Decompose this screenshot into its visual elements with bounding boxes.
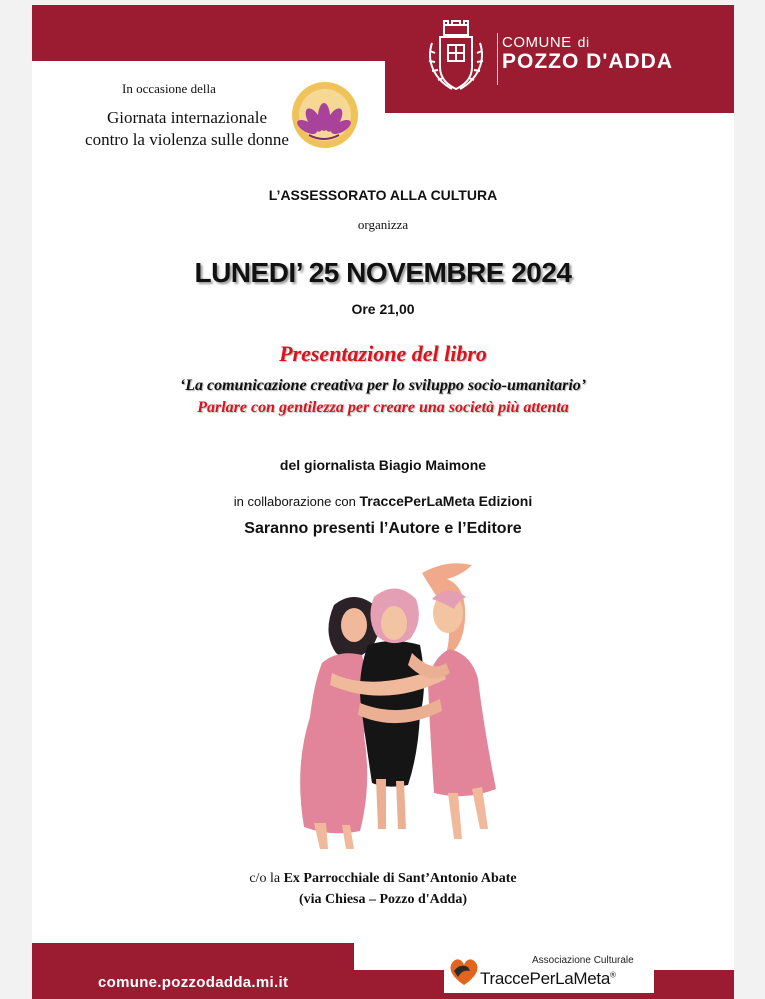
presence-note: Saranno presenti l’Autore e l’Editore: [244, 520, 522, 537]
presentation-heading: Presentazione del libro: [279, 341, 487, 366]
venue-prefix: c/o la: [249, 871, 281, 886]
organizza-label: organizza: [357, 217, 409, 232]
venue-line: [32, 871, 734, 887]
comune-word: COMUNE: [502, 34, 572, 51]
occasion-title-line1: Giornata internazionale: [106, 108, 267, 127]
event-date: LUNEDI’ 25 NOVEMBRE 2024: [194, 257, 572, 288]
collaboration-prefix: in collaborazione con: [233, 494, 356, 509]
partner-name: [480, 969, 616, 989]
poster: [32, 5, 734, 999]
town-name: POZZO D'ADDA: [502, 50, 673, 73]
publisher-name: TraccePerLaMeta Edizioni: [359, 493, 533, 509]
brand-divider: [497, 33, 498, 85]
book-title: ‘La comunicazione creativa per lo sviluppo socio-umanitario’: [179, 377, 587, 394]
heart-hand-icon: [448, 957, 480, 987]
venue-address: (via Chiesa – Pozzo d'Adda): [299, 892, 467, 907]
town-crest-icon: [424, 19, 488, 103]
partner-assoc-label: Associazione Culturale: [532, 955, 634, 966]
partner-logo: [444, 949, 654, 993]
occasion-title: [82, 107, 292, 151]
registered-mark: ®: [609, 970, 616, 980]
collaboration-line: [32, 493, 734, 509]
venue-place: Ex Parrocchiale di Sant’Antonio Abate: [283, 871, 517, 886]
women-embrace-illustration: [272, 553, 512, 853]
website-link[interactable]: comune.pozzodadda.mi.it: [98, 974, 289, 991]
book-subtitle: Parlare con gentilezza per creare una società più attenta: [197, 399, 569, 416]
comune-label: [502, 34, 590, 51]
comune-di: di: [577, 34, 590, 50]
lotus-emblem-icon: [287, 77, 361, 157]
partner-name-text: TraccePerLaMeta: [480, 969, 610, 988]
organizer: L’ASSESSORATO ALLA CULTURA: [268, 187, 498, 203]
event-time: Ore 21,00: [351, 301, 415, 317]
author-line: del giornalista Biagio Maimone: [279, 457, 487, 473]
occasion-intro: In occasione della: [122, 81, 216, 96]
occasion-title-line2: contro la violenza sulle donne: [85, 130, 289, 149]
